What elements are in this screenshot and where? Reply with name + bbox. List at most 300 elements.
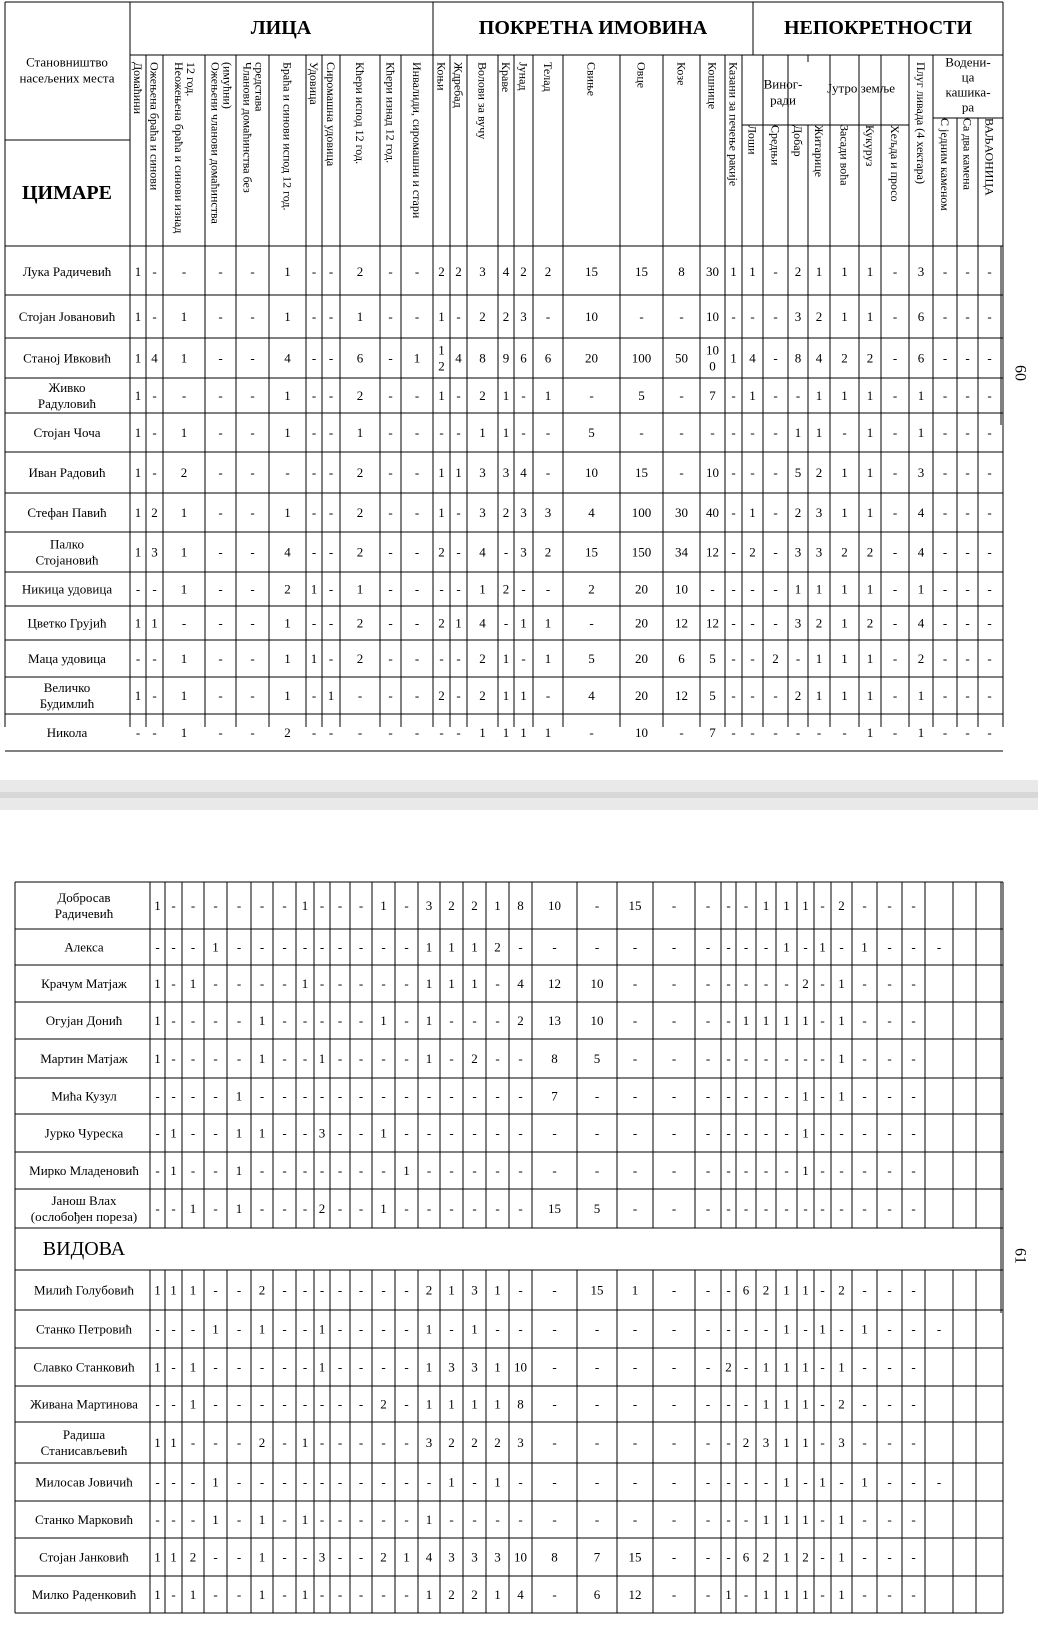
table-cell: 6 [917, 350, 925, 366]
table-cell: - [358, 1013, 364, 1028]
table-cell: 4 [502, 264, 510, 279]
table-cell: - [218, 544, 223, 560]
table-cell: 2 [318, 1201, 326, 1216]
table-cell: - [839, 1163, 844, 1178]
table-cell: - [911, 1163, 916, 1178]
table-cell: - [705, 1549, 711, 1565]
table-cell: - [911, 1013, 916, 1028]
table-cell: - [671, 1201, 677, 1216]
vodenica-header: ра [961, 99, 975, 115]
vodenica-header: Водени- [945, 54, 991, 70]
table-cell: - [218, 309, 223, 324]
table-cell: - [518, 1125, 523, 1141]
table-cell: - [337, 1396, 343, 1412]
table-cell: - [282, 1321, 287, 1337]
table-cell: 1 [494, 898, 501, 913]
table-cell: - [763, 1163, 769, 1178]
table-cell: - [911, 898, 916, 913]
table-cell: - [726, 1088, 731, 1104]
table-cell: - [803, 1201, 808, 1216]
table-cell: - [472, 1088, 477, 1104]
table-cell: - [965, 309, 970, 324]
table-cell: - [213, 1359, 218, 1375]
table-cell: - [521, 388, 526, 403]
column-header: Инвалиди, сиромашни и стари [410, 62, 424, 219]
table-cell: 1 [841, 465, 848, 480]
table-cell: - [589, 388, 594, 403]
table-cell: - [328, 725, 334, 740]
table-cell: - [358, 1396, 364, 1412]
column-header: Хељда и просо [888, 125, 902, 202]
corner-label: Становништво [26, 54, 108, 70]
table-cell: 1 [520, 688, 527, 703]
table-cell: 1 [154, 1359, 161, 1375]
table-cell: - [218, 688, 223, 703]
table-cell: 8 [794, 350, 802, 366]
table-cell: 1 [258, 1013, 266, 1028]
table-cell: - [358, 1282, 364, 1298]
table-cell: - [190, 1474, 196, 1490]
table-cell: - [750, 425, 755, 440]
table-cell: - [671, 939, 677, 955]
row-name: Никола [46, 725, 88, 740]
table-cell: - [472, 1512, 477, 1527]
table-cell: - [750, 615, 755, 631]
table-cell: - [911, 1435, 916, 1450]
table-cell: 1 [134, 505, 142, 520]
table-cell: 2 [151, 505, 158, 520]
table-cell: - [171, 1321, 176, 1337]
table-cell: 1 [471, 1321, 478, 1337]
table-cell: 2 [356, 264, 364, 279]
table-cell: - [311, 688, 317, 703]
column-header: Житарице [812, 125, 826, 178]
table-cell: - [259, 1088, 265, 1104]
table-cell: - [495, 1163, 500, 1178]
table-cell: 1 [866, 309, 874, 324]
table-cell: - [495, 976, 500, 991]
table-cell: - [181, 264, 187, 279]
row-name: Живана Мартинова [30, 1396, 138, 1412]
table-cell: - [414, 309, 420, 324]
table-cell: - [404, 1474, 409, 1490]
table-cell: - [155, 1163, 160, 1178]
table-cell: - [773, 465, 778, 480]
table-cell: - [965, 425, 970, 440]
table-cell: - [152, 725, 157, 740]
table-cell: - [942, 309, 948, 324]
table-cell: - [328, 388, 334, 403]
table-cell: 2 [762, 1549, 770, 1565]
table-cell: - [862, 1396, 867, 1412]
table-cell: 6 [678, 651, 685, 666]
table-cell: 1 [180, 688, 188, 703]
table-cell: 4 [517, 1587, 524, 1602]
table-cell: - [987, 581, 992, 597]
table-cell: - [358, 976, 364, 991]
table-cell: 3 [917, 264, 925, 279]
table-cell: - [632, 1163, 638, 1178]
table-cell: 1 [154, 1051, 161, 1066]
table-cell: - [552, 1587, 557, 1602]
table-cell: 1 [380, 1125, 387, 1141]
table-cell: 5 [588, 425, 595, 440]
table-cell: 1 [783, 1359, 790, 1375]
table-cell: 2 [502, 581, 510, 597]
table-cell: 1 [170, 1435, 177, 1450]
table-cell: 1 [258, 1512, 266, 1527]
table-cell: - [987, 688, 992, 703]
row-name: Јурко Чуреска [44, 1125, 124, 1141]
table-cell: - [155, 1474, 160, 1490]
table-cell: - [404, 1359, 409, 1375]
table-cell: 10 [514, 1359, 527, 1375]
table-cell: 2 [520, 264, 527, 279]
table-cell: - [388, 388, 393, 403]
table-cell: - [358, 1321, 364, 1337]
table-cell: - [319, 1512, 325, 1527]
table-cell: - [743, 898, 749, 913]
table-cell: 2 [471, 1051, 478, 1066]
table-cell: - [337, 1549, 343, 1565]
table-cell: - [404, 1013, 409, 1028]
table-cell: - [911, 1359, 916, 1375]
table-cell: 2 [794, 505, 802, 520]
table-cell: 1 [448, 976, 455, 991]
table-cell: - [987, 544, 992, 560]
table-cell: - [705, 1321, 711, 1337]
table-cell: - [594, 1088, 600, 1104]
table-cell: - [839, 1125, 844, 1141]
table-cell: 1 [494, 1474, 501, 1490]
table-cell: - [152, 309, 157, 324]
table-cell: - [965, 544, 970, 560]
table-cell: 1 [318, 1321, 326, 1337]
table-cell: - [328, 651, 334, 666]
column-header: Кћери изнад 12 год. [383, 62, 398, 164]
table-cell: - [987, 615, 992, 631]
table-cell: - [358, 939, 364, 955]
table-cell: 1 [258, 1587, 266, 1602]
table-cell: - [892, 309, 898, 324]
table-cell: - [892, 465, 898, 480]
table-cell: 2 [258, 1282, 266, 1298]
table-cell: - [381, 1359, 386, 1375]
table-cell: - [784, 1051, 789, 1066]
table-cell: - [155, 1088, 160, 1104]
table-cell: 1 [815, 264, 823, 279]
table-cell: - [503, 615, 509, 631]
table-cell: - [521, 581, 526, 597]
table-cell: 1 [425, 1512, 433, 1527]
column-header: Волови за вучу [475, 62, 490, 140]
table-cell: - [552, 1474, 557, 1490]
table-cell: 2 [479, 651, 486, 666]
corner-label: насељених места [19, 70, 115, 86]
table-cell: - [236, 1396, 242, 1412]
table-cell: - [750, 309, 755, 324]
table-cell: 1 [301, 1587, 309, 1602]
table-cell: - [862, 1549, 867, 1565]
table-cell: - [942, 465, 948, 480]
table-cell: 1 [762, 1396, 770, 1412]
table-cell: 2 [494, 1435, 501, 1450]
table-cell: - [887, 1088, 892, 1104]
table-cell: - [213, 1435, 218, 1450]
table-cell: - [388, 350, 393, 366]
table-cell: - [358, 1088, 364, 1104]
table-cell: - [743, 1201, 749, 1216]
table-cell: - [213, 1088, 218, 1104]
table-cell: 12 [706, 615, 719, 631]
table-cell: 3 [425, 898, 433, 913]
table-cell: 1 [819, 1474, 826, 1490]
table-cell: - [671, 1321, 677, 1337]
table-cell: - [190, 1321, 196, 1337]
column-header: ВАЉАОНИЦА [982, 118, 997, 196]
table-cell: 1 [838, 1512, 845, 1527]
table-cell: - [337, 898, 343, 913]
table-cell: 20 [635, 651, 648, 666]
table-cell: - [472, 1201, 477, 1216]
table-cell: - [743, 1396, 749, 1412]
table-cell: - [671, 1163, 677, 1178]
table-cell: 3 [794, 544, 802, 560]
table-cell: - [671, 976, 677, 991]
table-cell: 1 [471, 939, 478, 955]
table-cell: - [552, 939, 557, 955]
row-name: Станко Марковић [34, 1512, 134, 1527]
table-cell: 1 [301, 898, 309, 913]
table-cell: - [171, 976, 176, 991]
table-cell: 1 [180, 651, 188, 666]
table-cell: 2 [794, 688, 802, 703]
table-cell: - [671, 1512, 677, 1527]
table-cell: 2 [356, 465, 364, 480]
table-cell: 3 [838, 1435, 845, 1450]
table-cell: - [250, 264, 255, 279]
table-cell: - [302, 1359, 308, 1375]
table-cell: 1 [134, 465, 142, 480]
table-cell: 8 [551, 1549, 558, 1565]
table-cell: - [250, 688, 255, 703]
table-cell: 3 [494, 1549, 501, 1565]
table-cell: 1 [730, 350, 737, 366]
table-cell: - [911, 1512, 916, 1527]
table-cell: - [414, 544, 420, 560]
table-cell: 10 [585, 309, 598, 324]
table-cell: 3 [425, 1435, 433, 1450]
table-cell: - [773, 688, 778, 703]
table-cell: 1 [455, 615, 462, 631]
table-cell: 1 [841, 581, 848, 597]
table-cell: - [705, 1396, 711, 1412]
table-cell: - [987, 725, 992, 740]
page-number: 60 [1011, 365, 1029, 381]
table-cell: 1 [258, 1321, 266, 1337]
table-cell: - [594, 898, 600, 913]
table-cell: - [803, 1474, 808, 1490]
table-cell: - [773, 388, 778, 403]
table-cell: - [965, 688, 970, 703]
table-cell: - [743, 1051, 749, 1066]
table-cell: - [388, 309, 393, 324]
table-cell: 1 [783, 1396, 790, 1412]
table-cell: - [987, 264, 992, 279]
table-cell: - [518, 1201, 523, 1216]
table-cell: - [726, 1396, 731, 1412]
table-cell: - [236, 1512, 242, 1527]
table-cell: - [381, 1474, 386, 1490]
table-cell: - [773, 544, 778, 560]
table-cell: 1 [438, 388, 445, 403]
table-cell: - [449, 1051, 454, 1066]
table-cell: 12 [706, 544, 719, 560]
row-name: Мартин Матјаж [40, 1051, 128, 1066]
table-cell: - [726, 1474, 731, 1490]
table-cell: - [726, 939, 731, 955]
column-header: Лоши [745, 125, 760, 155]
row-name: Лука Радичевић [22, 264, 112, 279]
table-cell: - [552, 1359, 557, 1375]
column-header: Домаћини [131, 62, 145, 115]
table-cell: - [282, 1359, 287, 1375]
table-cell: 1 [356, 581, 364, 597]
table-cell: - [328, 505, 334, 520]
column-header: Козе [674, 62, 689, 86]
table-cell: - [337, 1435, 343, 1450]
table-cell: - [337, 1013, 343, 1028]
table-cell: 10 [590, 976, 604, 991]
table-cell: - [705, 1474, 711, 1490]
table-cell: 1 [838, 1088, 845, 1104]
table-cell: 1 [866, 264, 874, 279]
table-cell: 7 [551, 1088, 558, 1104]
table-cell: 2 [471, 1435, 478, 1450]
table-cell: 1 [866, 581, 874, 597]
group-title-pokretna: ПОКРЕТНА ИМОВИНА [478, 17, 708, 39]
table-cell: 1 [815, 651, 823, 666]
table-cell: - [887, 1321, 892, 1337]
table-cell: - [784, 1125, 789, 1141]
table-cell: 1 [861, 1474, 868, 1490]
table-cell: 1 [479, 581, 486, 597]
table-cell: - [632, 1051, 638, 1066]
table-cell: - [705, 1587, 711, 1602]
table-cell: 2 [838, 898, 845, 913]
table-cell: - [892, 388, 898, 403]
table-cell: 2 [425, 1282, 433, 1298]
table-cell: - [773, 264, 778, 279]
table-cell: - [218, 388, 223, 403]
table-cell: - [705, 1163, 711, 1178]
table-cell: - [190, 1013, 196, 1028]
table-cell: 12 [548, 976, 561, 991]
table-cell: - [328, 309, 334, 324]
table-cell: - [388, 688, 393, 703]
page-separator [0, 780, 1038, 810]
table-cell: 1 [258, 1125, 266, 1141]
row-name: Стојан Јовановић [18, 309, 116, 324]
table-cell: - [282, 1396, 287, 1412]
table-cell: - [337, 1125, 343, 1141]
table-cell: 1 [189, 1359, 197, 1375]
table-cell: - [218, 725, 223, 740]
table-cell: 1 [154, 898, 161, 913]
table-cell: - [358, 1512, 364, 1527]
table-cell: - [171, 939, 176, 955]
table-cell: - [439, 725, 444, 740]
table-cell: 1 [425, 976, 433, 991]
table-cell: - [152, 388, 157, 403]
table-cell: - [743, 1474, 749, 1490]
row-name: Милосав Јовичић [35, 1474, 133, 1490]
table-cell: - [773, 309, 778, 324]
table-cell: - [965, 465, 970, 480]
table-cell: - [328, 615, 334, 631]
table-cell: 7 [709, 725, 716, 740]
table-cell: 7 [593, 1549, 601, 1565]
table-cell: 6 [593, 1587, 601, 1602]
table-cell: - [743, 976, 749, 991]
table-cell: - [282, 1051, 287, 1066]
table-cell: 1 [783, 1587, 790, 1602]
table-cell: 9 [502, 350, 510, 366]
table-cell: - [987, 651, 992, 666]
table-cell: - [911, 1125, 916, 1141]
table-cell: - [726, 1435, 731, 1450]
table-cell: - [726, 898, 731, 913]
table-cell: - [705, 898, 711, 913]
table-cell: - [632, 1013, 638, 1028]
table-cell: 4 [520, 465, 527, 480]
table-cell: - [743, 1587, 749, 1602]
table-cell: - [414, 615, 420, 631]
table-cell: - [456, 581, 461, 597]
table-cell: - [319, 898, 325, 913]
table-cell: - [887, 1512, 892, 1527]
table-cell: - [404, 1512, 409, 1527]
table-cell: - [763, 1321, 769, 1337]
table-cell: 2 [588, 581, 595, 597]
table-cell: - [319, 1587, 325, 1602]
table-cell: - [250, 651, 255, 666]
table-cell: - [357, 725, 363, 740]
table-cell: - [763, 1088, 769, 1104]
table-cell: - [731, 544, 736, 560]
table-cell: 1 [301, 976, 309, 991]
table-cell: 1 [438, 465, 445, 480]
table-cell: - [911, 1282, 916, 1298]
table-cell: 1 [318, 1359, 326, 1375]
table-cell: 1 [802, 1163, 809, 1178]
table-cell: - [302, 1163, 308, 1178]
table-cell: - [213, 1163, 218, 1178]
table-cell: - [152, 264, 157, 279]
table-cell: - [381, 1051, 386, 1066]
page-61 [0, 810, 1038, 1643]
table-cell: - [892, 725, 898, 740]
table-cell: 10 [548, 898, 561, 913]
row-name: Будимлић [39, 696, 95, 711]
table-cell: 1 [301, 1512, 309, 1527]
table-cell: - [337, 1088, 343, 1104]
table-cell: - [750, 725, 755, 740]
table-cell: - [319, 1474, 325, 1490]
table-cell: - [495, 1051, 500, 1066]
table-cell: - [632, 1435, 638, 1450]
table-cell: - [259, 1163, 265, 1178]
